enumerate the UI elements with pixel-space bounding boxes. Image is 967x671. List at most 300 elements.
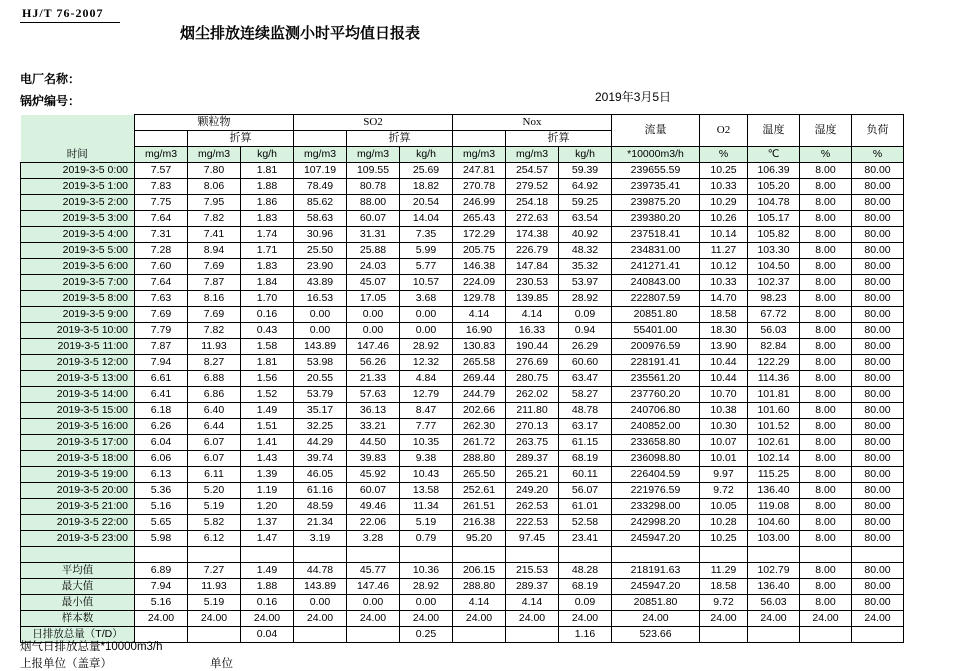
spacer-cell [748, 547, 800, 563]
summary-cell: 18.58 [700, 579, 748, 595]
boiler-number-label: 锅炉编号： [20, 94, 81, 108]
cell-value: 80.00 [852, 211, 904, 227]
cell-value: 10.01 [700, 451, 748, 467]
summary-cell: 8.00 [800, 563, 852, 579]
cell-time: 2019-3-5 5:00 [21, 243, 135, 259]
spacer-cell [135, 547, 188, 563]
cell-value: 14.04 [400, 211, 453, 227]
cell-value: 56.07 [559, 483, 612, 499]
standard-code: HJ/T 76-2007 [22, 6, 104, 20]
cell-value: 3.28 [347, 531, 400, 547]
table-row [21, 355, 904, 371]
summary-cell: 80.00 [852, 563, 904, 579]
summary-cell: 48.28 [559, 563, 612, 579]
summary-cell: 20851.80 [612, 595, 700, 611]
cell-value: 23.90 [294, 259, 347, 275]
daily-total-cell: 0.04 [241, 627, 294, 643]
cell-value: 1.83 [241, 259, 294, 275]
cell-value: 8.06 [188, 179, 241, 195]
summary-cell: 1.88 [241, 579, 294, 595]
cell-value: 55401.00 [612, 323, 700, 339]
cell-value: 48.59 [294, 499, 347, 515]
summary-row-label: 样本数 [21, 611, 135, 627]
cell-value: 52.58 [559, 515, 612, 531]
cell-time: 2019-3-5 19:00 [21, 467, 135, 483]
cell-value: 7.64 [135, 211, 188, 227]
cell-value: 105.82 [748, 227, 800, 243]
summary-cell: 9.72 [700, 595, 748, 611]
cell-value: 222807.59 [612, 291, 700, 307]
cell-value: 64.92 [559, 179, 612, 195]
cell-value: 8.00 [800, 259, 852, 275]
cell-value: 7.64 [135, 275, 188, 291]
cell-value: 78.49 [294, 179, 347, 195]
cell-value: 190.44 [506, 339, 559, 355]
cell-value: 10.05 [700, 499, 748, 515]
daily-total-cell [700, 627, 748, 643]
summary-cell: 24.00 [800, 611, 852, 627]
cell-value: 53.79 [294, 387, 347, 403]
summary-cell: 24.00 [400, 611, 453, 627]
cell-value: 5.20 [188, 483, 241, 499]
table-row [21, 211, 904, 227]
summary-cell: 11.29 [700, 563, 748, 579]
cell-value: 1.88 [241, 179, 294, 195]
cell-value: 80.00 [852, 499, 904, 515]
cell-value: 101.52 [748, 419, 800, 435]
cell-value: 104.50 [748, 259, 800, 275]
cell-value: 0.16 [241, 307, 294, 323]
cell-value: 7.83 [135, 179, 188, 195]
cell-value: 270.78 [453, 179, 506, 195]
daily-total-cell: 1.16 [559, 627, 612, 643]
cell-value: 14.70 [700, 291, 748, 307]
table-row [21, 403, 904, 419]
cell-value: 147.46 [347, 339, 400, 355]
plant-name-label: 电厂名称： [20, 72, 81, 86]
spacer-cell [612, 547, 700, 563]
cell-value: 7.77 [400, 419, 453, 435]
cell-value: 1.70 [241, 291, 294, 307]
cell-value: 241271.41 [612, 259, 700, 275]
cell-value: 59.25 [559, 195, 612, 211]
header-group-particulate: 颗粒物 [135, 115, 294, 131]
cell-time: 2019-3-5 18:00 [21, 451, 135, 467]
cell-value: 1.37 [241, 515, 294, 531]
cell-value: 7.82 [188, 323, 241, 339]
page-title: 烟尘排放连续监测小时平均值日报表 [179, 26, 420, 42]
summary-cell: 0.09 [559, 595, 612, 611]
cell-value: 44.29 [294, 435, 347, 451]
cell-value: 7.28 [135, 243, 188, 259]
cell-value: 97.45 [506, 531, 559, 547]
cell-value: 109.55 [347, 163, 400, 179]
cell-value: 114.36 [748, 371, 800, 387]
cell-time: 2019-3-5 4:00 [21, 227, 135, 243]
cell-time: 2019-3-5 20:00 [21, 483, 135, 499]
cell-value: 107.19 [294, 163, 347, 179]
spacer-row [21, 547, 904, 563]
cell-value: 24.03 [347, 259, 400, 275]
cell-value: 8.00 [800, 483, 852, 499]
header-particulate-measured-blank [135, 131, 188, 147]
cell-value: 265.21 [506, 467, 559, 483]
cell-value: 129.78 [453, 291, 506, 307]
cell-value: 10.12 [700, 259, 748, 275]
spacer-cell [21, 547, 135, 563]
cell-value: 8.00 [800, 227, 852, 243]
cell-value: 32.25 [294, 419, 347, 435]
summary-cell: 24.00 [294, 611, 347, 627]
cell-value: 6.12 [188, 531, 241, 547]
cell-value: 1.81 [241, 355, 294, 371]
table-row [21, 323, 904, 339]
cell-value: 5.19 [188, 499, 241, 515]
unit-particulate-mgm3: mg/m3 [135, 147, 188, 163]
cell-value: 44.50 [347, 435, 400, 451]
cell-value: 10.35 [400, 435, 453, 451]
cell-time: 2019-3-5 17:00 [21, 435, 135, 451]
unit-so2-kgh: kg/h [400, 147, 453, 163]
spacer-cell [506, 547, 559, 563]
spacer-cell [241, 547, 294, 563]
cell-value: 23.41 [559, 531, 612, 547]
cell-value: 6.04 [135, 435, 188, 451]
cell-value: 8.94 [188, 243, 241, 259]
cell-value: 80.00 [852, 163, 904, 179]
cell-value: 10.38 [700, 403, 748, 419]
header-particulate-converted: 折算 [188, 131, 294, 147]
cell-value: 7.87 [135, 339, 188, 355]
cell-value: 9.97 [700, 467, 748, 483]
cell-value: 8.00 [800, 291, 852, 307]
cell-value: 1.19 [241, 483, 294, 499]
cell-value: 6.06 [135, 451, 188, 467]
cell-value: 58.27 [559, 387, 612, 403]
cell-value: 103.30 [748, 243, 800, 259]
cell-value: 8.00 [800, 419, 852, 435]
cell-value: 61.01 [559, 499, 612, 515]
cell-value: 80.00 [852, 403, 904, 419]
cell-value: 8.00 [800, 387, 852, 403]
cell-value: 262.53 [506, 499, 559, 515]
cell-value: 10.30 [700, 419, 748, 435]
cell-value: 265.58 [453, 355, 506, 371]
cell-value: 5.98 [135, 531, 188, 547]
cell-value: 8.00 [800, 307, 852, 323]
cell-value: 6.18 [135, 403, 188, 419]
header-time-placeholder: 时间 [21, 115, 135, 163]
cell-value: 28.92 [400, 339, 453, 355]
summary-cell: 288.80 [453, 579, 506, 595]
cell-value: 8.00 [800, 403, 852, 419]
cell-value: 63.54 [559, 211, 612, 227]
cell-value: 10.57 [400, 275, 453, 291]
summary-cell: 11.93 [188, 579, 241, 595]
summary-cell: 80.00 [852, 595, 904, 611]
header-group-humidity: 湿度 [800, 115, 852, 147]
cell-time: 2019-3-5 14:00 [21, 387, 135, 403]
summary-cell: 245947.20 [612, 579, 700, 595]
cell-value: 30.96 [294, 227, 347, 243]
cell-value: 0.00 [347, 307, 400, 323]
cell-time: 2019-3-5 7:00 [21, 275, 135, 291]
cell-value: 216.38 [453, 515, 506, 531]
cell-value: 239380.20 [612, 211, 700, 227]
cell-value: 235561.20 [612, 371, 700, 387]
cell-value: 88.00 [347, 195, 400, 211]
cell-value: 6.07 [188, 435, 241, 451]
cell-value: 80.00 [852, 419, 904, 435]
cell-value: 25.69 [400, 163, 453, 179]
daily-total-cell [800, 627, 852, 643]
cell-value: 10.26 [700, 211, 748, 227]
cell-value: 244.79 [453, 387, 506, 403]
summary-cell: 24.00 [347, 611, 400, 627]
summary-cell: 56.03 [748, 595, 800, 611]
cell-value: 104.78 [748, 195, 800, 211]
unit-particulate-kgh: kg/h [241, 147, 294, 163]
cell-value: 48.32 [559, 243, 612, 259]
cell-value: 8.00 [800, 179, 852, 195]
cell-value: 0.43 [241, 323, 294, 339]
cell-time: 2019-3-5 23:00 [21, 531, 135, 547]
cell-value: 279.52 [506, 179, 559, 195]
cell-value: 7.35 [400, 227, 453, 243]
cell-value: 263.75 [506, 435, 559, 451]
cell-value: 105.20 [748, 179, 800, 195]
header-group-nox: Nox [453, 115, 612, 131]
cell-value: 68.19 [559, 451, 612, 467]
cell-value: 10.33 [700, 275, 748, 291]
table-row [21, 195, 904, 211]
table-row [21, 259, 904, 275]
summary-row-label: 最大值 [21, 579, 135, 595]
cell-value: 10.07 [700, 435, 748, 451]
cell-value: 49.46 [347, 499, 400, 515]
summary-cell: 4.14 [506, 595, 559, 611]
cell-value: 10.25 [700, 163, 748, 179]
header-group-flow: 流量 [612, 115, 700, 147]
cell-value: 272.63 [506, 211, 559, 227]
table-row [21, 291, 904, 307]
summary-cell: 0.00 [400, 595, 453, 611]
unit-particulate-conv-mgm3: mg/m3 [188, 147, 241, 163]
cell-value: 80.00 [852, 451, 904, 467]
cell-value: 80.00 [852, 275, 904, 291]
cell-value: 147.84 [506, 259, 559, 275]
cell-value: 102.37 [748, 275, 800, 291]
cell-value: 252.61 [453, 483, 506, 499]
table-row [21, 179, 904, 195]
daily-total-cell [506, 627, 559, 643]
cell-value: 11.27 [700, 243, 748, 259]
cell-value: 265.43 [453, 211, 506, 227]
cell-value: 1.41 [241, 435, 294, 451]
summary-cell: 5.19 [188, 595, 241, 611]
cell-value: 240706.80 [612, 403, 700, 419]
cell-value: 12.32 [400, 355, 453, 371]
cell-value: 28.92 [559, 291, 612, 307]
cell-value: 8.00 [800, 435, 852, 451]
cell-value: 10.44 [700, 355, 748, 371]
cell-value: 16.90 [453, 323, 506, 339]
cell-value: 101.60 [748, 403, 800, 419]
summary-cell: 218191.63 [612, 563, 700, 579]
cell-time: 2019-3-5 11:00 [21, 339, 135, 355]
summary-cell: 102.79 [748, 563, 800, 579]
cell-value: 8.00 [800, 323, 852, 339]
cell-value: 105.17 [748, 211, 800, 227]
daily-total-cell [748, 627, 800, 643]
cell-value: 67.72 [748, 307, 800, 323]
cell-value: 16.53 [294, 291, 347, 307]
summary-cell: 24.00 [241, 611, 294, 627]
daily-total-label: 日排放总量（T/D） [21, 627, 135, 643]
unit-o2: % [700, 147, 748, 163]
cell-value: 7.79 [135, 323, 188, 339]
summary-cell: 215.53 [506, 563, 559, 579]
cell-value: 237760.20 [612, 387, 700, 403]
cell-value: 45.07 [347, 275, 400, 291]
summary-cell: 0.00 [347, 595, 400, 611]
spacer-cell [559, 547, 612, 563]
cell-value: 115.25 [748, 467, 800, 483]
cell-value: 80.00 [852, 259, 904, 275]
daily-total-cell: 0.25 [400, 627, 453, 643]
summary-cell: 289.37 [506, 579, 559, 595]
cell-value: 270.13 [506, 419, 559, 435]
cell-value: 58.63 [294, 211, 347, 227]
summary-cell: 24.00 [612, 611, 700, 627]
cell-value: 0.00 [347, 323, 400, 339]
summary-cell: 0.16 [241, 595, 294, 611]
cell-value: 8.00 [800, 275, 852, 291]
header-group-o2: O2 [700, 115, 748, 147]
cell-value: 80.00 [852, 291, 904, 307]
cell-value: 56.26 [347, 355, 400, 371]
cell-value: 10.29 [700, 195, 748, 211]
cell-value: 221976.59 [612, 483, 700, 499]
cell-value: 18.30 [700, 323, 748, 339]
table-unit-row [21, 147, 904, 163]
cell-value: 20.54 [400, 195, 453, 211]
summary-cell: 24.00 [188, 611, 241, 627]
cell-value: 246.99 [453, 195, 506, 211]
cell-value: 4.14 [506, 307, 559, 323]
daily-total-cell [852, 627, 904, 643]
cell-time: 2019-3-5 9:00 [21, 307, 135, 323]
cell-value: 10.28 [700, 515, 748, 531]
cell-value: 46.05 [294, 467, 347, 483]
cell-value: 0.00 [400, 307, 453, 323]
table-row [21, 451, 904, 467]
summary-row-label: 最小值 [21, 595, 135, 611]
summary-cell: 143.89 [294, 579, 347, 595]
cell-value: 139.85 [506, 291, 559, 307]
cell-value: 130.83 [453, 339, 506, 355]
table-row [21, 435, 904, 451]
cell-value: 25.88 [347, 243, 400, 259]
cell-value: 226.79 [506, 243, 559, 259]
unit-flow: *10000m3/h [612, 147, 700, 163]
cell-value: 80.00 [852, 467, 904, 483]
cell-value: 7.82 [188, 211, 241, 227]
cell-value: 288.80 [453, 451, 506, 467]
cell-value: 80.00 [852, 195, 904, 211]
cell-value: 119.08 [748, 499, 800, 515]
cell-value: 1.51 [241, 419, 294, 435]
cell-time: 2019-3-5 21:00 [21, 499, 135, 515]
daily-total-cell [294, 627, 347, 643]
cell-value: 16.33 [506, 323, 559, 339]
cell-value: 8.00 [800, 531, 852, 547]
cell-value: 21.34 [294, 515, 347, 531]
cell-value: 5.16 [135, 499, 188, 515]
summary-row [21, 579, 904, 595]
cell-value: 80.00 [852, 371, 904, 387]
spacer-cell [453, 547, 506, 563]
summary-cell: 24.00 [852, 611, 904, 627]
summary-cell: 80.00 [852, 579, 904, 595]
summary-cell: 24.00 [135, 611, 188, 627]
unit-so2-mgm3: mg/m3 [294, 147, 347, 163]
cell-value: 80.00 [852, 227, 904, 243]
cell-value: 8.00 [800, 163, 852, 179]
cell-time: 2019-3-5 12:00 [21, 355, 135, 371]
summary-cell: 24.00 [453, 611, 506, 627]
cell-value: 18.58 [700, 307, 748, 323]
summary-row [21, 563, 904, 579]
cell-value: 262.30 [453, 419, 506, 435]
cell-value: 35.17 [294, 403, 347, 419]
cell-value: 5.36 [135, 483, 188, 499]
spacer-cell [700, 547, 748, 563]
cell-value: 80.00 [852, 435, 904, 451]
summary-row-label: 平均值 [21, 563, 135, 579]
summary-cell: 24.00 [559, 611, 612, 627]
cell-time: 2019-3-5 22:00 [21, 515, 135, 531]
summary-cell: 10.36 [400, 563, 453, 579]
cell-value: 59.39 [559, 163, 612, 179]
summary-cell: 28.92 [400, 579, 453, 595]
cell-time: 2019-3-5 0:00 [21, 163, 135, 179]
cell-value: 1.84 [241, 275, 294, 291]
cell-value: 7.94 [135, 355, 188, 371]
summary-cell: 8.00 [800, 595, 852, 611]
cell-value: 1.52 [241, 387, 294, 403]
spacer-cell [800, 547, 852, 563]
cell-value: 233658.80 [612, 435, 700, 451]
cell-value: 20.55 [294, 371, 347, 387]
unit-so2-conv-mgm3: mg/m3 [347, 147, 400, 163]
cell-value: 239655.59 [612, 163, 700, 179]
cell-value: 5.19 [400, 515, 453, 531]
cell-value: 1.43 [241, 451, 294, 467]
cell-value: 35.32 [559, 259, 612, 275]
cell-value: 7.69 [135, 307, 188, 323]
cell-value: 12.79 [400, 387, 453, 403]
cell-value: 103.00 [748, 531, 800, 547]
cell-value: 7.41 [188, 227, 241, 243]
summary-cell: 68.19 [559, 579, 612, 595]
table-row [21, 163, 904, 179]
cell-value: 3.19 [294, 531, 347, 547]
table-row [21, 483, 904, 499]
cell-value: 6.07 [188, 451, 241, 467]
header-nox-converted: 折算 [506, 131, 612, 147]
unit-nox-mgm3: mg/m3 [453, 147, 506, 163]
